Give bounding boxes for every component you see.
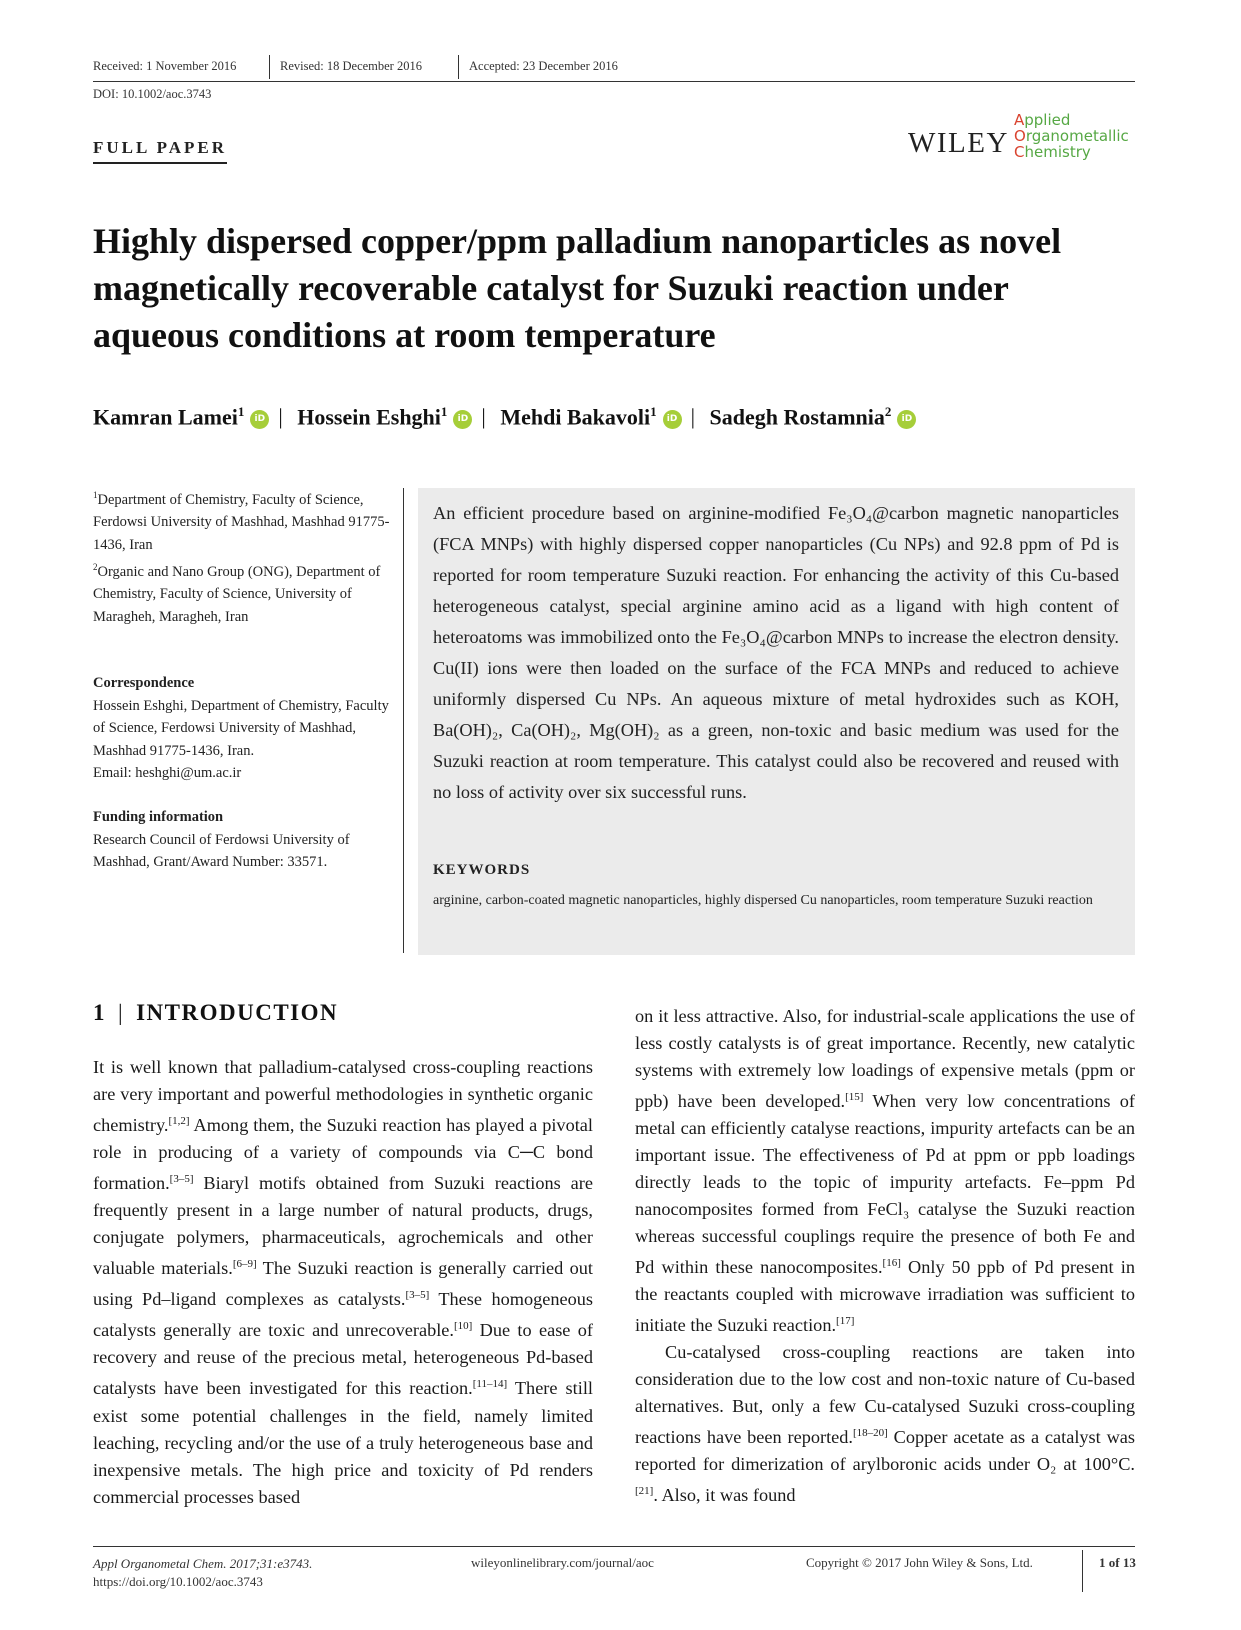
keywords-text: arginine, carbon-coated magnetic nanoparticles, highly dispersed Cu nanoparticles, room temperature Suzuki reaction [433, 893, 1093, 908]
body-paragraph: on it less attractive. Also, for industrial-scale applications the use of less costly catalysts is of great importance. Recently, new catalytic systems with extremely low loadings of expensive metals (ppm or ppb) have been developed.[15] When very low concentrations of metal can efficiently catalyse reactions, impurity artefacts can be an important issue. The effectiveness of Pd at ppm or ppb loadings directly leads to the topic of impurity artefacts. Fe–ppm Pd nanocomposites formed from FeCl₃ catalyse the Suzuki reaction whereas successful couplings require the presence of both Fe and Pd within these nanocomposites.[16] Only 50 ppb of Pd present in the reactants coupled with microwave irradiation was sufficient to initiate the Suzuki reaction.[17] [635, 1006, 1135, 1336]
column-divider [403, 488, 404, 953]
affiliation-2: $^2$Organic and Nano Group (ONG), Department of Chemistry, Faculty of Science, University of Maragheh, Maragheh, Iran [93, 562, 381, 625]
abstract-text: An efficient procedure based on arginine-modified Fe₃O₄@carbon magnetic nanoparticles (FCA MNPs) with highly dispersed copper nanoparticles (Cu NPs) and 92.8 ppm of Pd is reported for room temperature Suzuki reaction. For enhancing the activity of this Cu-based heterogeneous catalyst, special arginine amino acid as a ligand with high content of heteroatoms was immobilized onto the Fe₃O₄@carbon MNPs to increase the electron density. Cu(II) ions were then loaded on the surface of the FCA MNPs and reduced to achieve uniformly dispersed Cu NPs. An aqueous mixture of metal hydroxides such as KOH, Ba(OH)₂, Ca(OH)₂, Mg(OH)₂ as a green, non-toxic and basic medium was used for the Suzuki reaction at room temperature. This catalyst could also be recovered and reused with no loss of activity over six successful runs. [433, 503, 1119, 802]
section-number: 1 [93, 1000, 106, 1025]
correspondence [93, 672, 393, 785]
orcid-icon[interactable]: iD [453, 410, 472, 429]
page-number: 1 of 13 [1099, 1555, 1136, 1570]
orcid-icon[interactable]: iD [897, 410, 916, 429]
intro-right-column [635, 1003, 1135, 1509]
footer-citation [93, 1555, 312, 1591]
received-date: Received: 1 November 2016 [93, 59, 237, 73]
doi[interactable]: DOI: 10.1002/aoc.3743 [93, 87, 212, 101]
author-name: Mehdi Bakavoli [500, 404, 651, 430]
author-affil-marker: 1 [650, 404, 657, 419]
correspondence-heading: Correspondence [93, 675, 195, 691]
section-title: INTRODUCTION [136, 1000, 339, 1025]
body-paragraph: Cu-catalysed cross-coupling reactions are taken into consideration due to the low cost and non-toxic nature of Cu-based alternatives. But, only a few Cu-catalysed Suzuki cross-coupling reactions have been reported.[18–20] Copper acetate as a catalyst was reported for dimerization of arylboronic acids under O₂ at 100°C.[21]. Also, it was found [635, 1342, 1135, 1506]
author-affil-marker: 1 [440, 404, 448, 419]
keywords-heading: KEYWORDS [433, 862, 531, 878]
citation: Appl Organometal Chem. 2017;31:e3743. [93, 1556, 313, 1571]
author-name: Kamran Lamei [93, 404, 238, 430]
section-type-label: FULL PAPER [93, 138, 227, 164]
correspondence-text: Hossein Eshghi, Department of Chemistry, Faculty of Science, Ferdowsi University of Mashhad, Mashhad 91775-1436, Iran. [93, 697, 389, 759]
divider [458, 55, 459, 79]
author-affil-marker: 1 [237, 404, 245, 419]
divider [269, 55, 270, 79]
author-name: Hossein Eshghi [297, 404, 441, 430]
article-title: Highly dispersed copper/ppm palladium nanoparticles as novel magnetically recoverable catalyst for Suzuki reaction under aqueous conditions at room temperature [93, 221, 1062, 355]
correspondence-email[interactable]: Email: heshghi@um.ac.ir [93, 765, 242, 781]
accepted-date: Accepted: 23 December 2016 [469, 59, 618, 73]
wiley-logo: WILEY [908, 127, 1009, 159]
section-heading: 1 | INTRODUCTION [93, 1000, 339, 1025]
footer-rule [93, 1546, 1135, 1547]
doi-link[interactable]: https://doi.org/10.1002/aoc.3743 [93, 1574, 263, 1589]
author-affil-marker: 2 [884, 404, 892, 419]
journal-logo: Applied Organometallic Chemistry [1014, 111, 1129, 161]
author-name: Sadegh Rostamnia [709, 404, 885, 430]
body-paragraph: It is well known that palladium-catalysed cross-coupling reactions are very important and powerful methodologies in synthetic organic chemistry.[1,2] Among them, the Suzuki reaction has played a pivotal role in producing of a variety of compounds via C─C bond formation.[3–5] Biaryl motifs obtained from Suzuki reactions are frequently present in a large number of natural products, drugs, conjugate polymers, pharmaceuticals, agrochemicals and other valuable materials.[6–9] The Suzuki reaction is generally carried out using Pd–ligand complexes as catalysts.[3–5] These homogeneous catalysts generally are toxic and unrecoverable.[10] Due to ease of recovery and reuse of the precious metal, heterogeneous Pd-based catalysts have been investigated for this reaction.[11–14] There still exist some potential challenges in the field, namely limited leaching, recycling and/or the use of a truly heterogeneous base and inexpensive metals. The high price and toxicity of Pd renders commercial processes based [93, 1057, 594, 1507]
copyright: Copyright © 2017 John Wiley & Sons, Ltd. [806, 1555, 1033, 1570]
journal-url[interactable]: wileyonlinelibrary.com/journal/aoc [471, 1555, 654, 1570]
funding-info [93, 806, 393, 874]
orcid-icon[interactable]: iD [250, 410, 269, 429]
footer-divider [1082, 1550, 1083, 1592]
article-history [93, 59, 1130, 83]
author-list: Kamran Lamei$^1$iD | Hossein Eshghi$^1$iD | Mehdi Bakavoli$^1$iD | Sadegh Rostamnia$^2$iD [93, 404, 916, 430]
orcid-icon[interactable]: iD [663, 410, 682, 429]
affiliation-1: $^1$Department of Chemistry, Faculty of Science, Ferdowsi University of Mashhad, Mashhad 91775-1436, Iran [93, 490, 390, 553]
intro-left-column [93, 1054, 593, 1511]
header-rule [93, 81, 1135, 82]
revised-date: Revised: 18 December 2016 [280, 59, 422, 73]
funding-text: Research Council of Ferdowsi University of Mashhad, Grant/Award Number: 33571. [93, 831, 350, 870]
funding-heading: Funding information [93, 809, 224, 825]
